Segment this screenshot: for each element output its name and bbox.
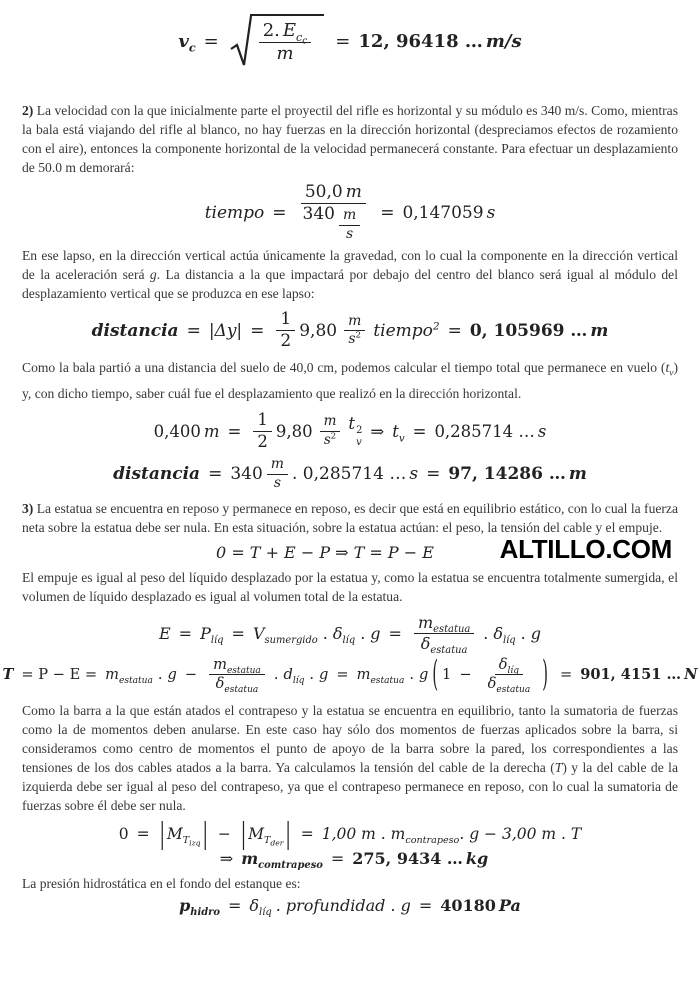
radical-icon — [230, 14, 252, 68]
equals-sign: = — [447, 320, 462, 341]
multiplication-dot: . — [520, 624, 526, 644]
equation-tv: 0,400 m = $\frac{1}{2}$ 9,80 $\frac{m}{s^2}$ t 2 v ⇒ $t_v$ = 0,285714 … s — [153, 410, 547, 451]
math-var-mestatua: $m_{estatua}$ — [356, 666, 405, 687]
math-var-dliq: $d_{líq}$ — [283, 666, 305, 687]
implies-arrow: ⇒ — [370, 421, 385, 441]
paragraph-barra: Como la barra a la que están atados el contrapeso y la estatua se encuentra en equilibrio, tanto la sumatoria de fuerzas como la de momentos deben anularse. En este caso hay sólo dos momentos de fuerzas aplicados sobre la barra, si consideramos como centro de momentos el punto de apoyo de la barra sobre la pared, los correspondientes a las tensiones de los dos cables atados a la barra. Ya calculamos la tensión del cable de la derecha (T) y la del cable de la izquierda debe ser igual al peso del contrapeso, ya que el contrapeso permanece en reposo, con lo cual la sumatoria de fuerzas sobre él debe ser nula. — [22, 702, 678, 813]
problem-number: 3) — [22, 501, 34, 517]
math-var-phidro: $p_{hidro}$ — [179, 896, 220, 919]
abs-bar: | — [202, 817, 208, 851]
equals-sign: = — [335, 30, 351, 52]
equation-distancia-2: distancia = 340 $\frac{m}{s}$ . 0,285714 … s = 97, 14286 … m — [113, 455, 587, 491]
unit-fraction: $\frac{m}{s^2}$ — [320, 414, 341, 447]
equals-sign: = — [231, 624, 245, 644]
abs-bar: | — [285, 817, 291, 851]
equation-tiempo — [22, 183, 678, 242]
equals-sign: = — [380, 202, 395, 223]
math-fraction-half: $\frac{1}{2}$ — [276, 310, 295, 351]
multiplication-dot: . — [273, 666, 279, 684]
math-var-deltaliq: $\delta_{líq}$ — [493, 624, 516, 647]
equals-sign: = — [228, 896, 242, 916]
altillo-watermark: ALTILLO.COM — [499, 534, 672, 565]
multiplication-dot: . — [157, 666, 163, 684]
implies-arrow: ⇒ — [219, 849, 234, 869]
close-paren: ) — [542, 654, 548, 696]
equals-sign: = — [418, 896, 433, 916]
math-var-g: g — [370, 624, 381, 644]
math-coef: 340 — [230, 464, 263, 485]
abs-bar: | — [159, 817, 165, 851]
equals-sign: = — [178, 624, 193, 644]
equals-sign: = — [136, 824, 150, 843]
math-var: distancia — [91, 320, 179, 341]
equation-mcontrapeso — [22, 849, 678, 872]
math-expression: . profundidad . g — [275, 896, 411, 916]
equation-momentos: 0 = | $M_{T_{izq}}$ | − | $M_{T_{der}}$ | = 1,00 m . $m_{contrapeso}$. g − 3,00 m . T — [118, 817, 582, 851]
equation-empuje — [22, 613, 678, 657]
math-var-T: T — [554, 759, 563, 775]
math-fraction: $\frac{m_{estatua}}{\delta_{estatua}}$ — [414, 614, 474, 653]
fraction-denominator: m — [276, 43, 294, 65]
math-fraction: $\frac{\delta_{líq}}{\delta_{estatua}}$ — [487, 656, 531, 696]
paragraph-problem2 — [22, 101, 678, 177]
minus-sign: − — [459, 666, 472, 684]
math-var-g: g — [149, 267, 157, 283]
math-var-Vsum: $V_{sumergido}$ — [252, 624, 318, 647]
equals-sign: = — [227, 421, 242, 441]
math-var-Pliq: $P_{líq}$ — [200, 624, 224, 647]
equation-row-estatica — [22, 534, 678, 565]
math-var-deltaliq: $\delta_{líq}$ — [249, 896, 272, 919]
equals-sign: = — [559, 666, 573, 684]
equals-sign: = — [330, 849, 345, 869]
paragraph-text: La estatua se encuentra en reposo y permanece en reposo, es decir que está en equilibrio estático, con lo cual la fuerza neta sobre la estatua debe ser nula. En esta situación, sobre la estatua actúan: el peso, la tensión del cable y el empuje. — [22, 501, 678, 536]
unit-fraction: $\frac{m}{s^2}$ — [344, 314, 365, 348]
math-var-g: g — [167, 666, 177, 684]
unit-fraction: $\frac{m}{s}$ — [267, 457, 288, 491]
paragraph-text: La velocidad con la que inicialmente parte el proyectil del rifle es horizontal y su módulo es 340 m/s. Como, mientras la bala está viajando del rifle al blanco, no hay fuerzas en la dirección horizontal (despreciamos efectos de rozamiento con el aire), entonces la componente horizontal de la velocidad permanecerá constante. Para efectuar un desplazamiento de 50.0 m demorará: — [22, 103, 678, 175]
fraction-numerator: 2. $E_{c_c}$ — [259, 21, 312, 43]
math-var: tiempo — [204, 202, 265, 223]
equals-sign: = — [412, 421, 427, 441]
equals-sign: = — [272, 202, 287, 223]
paragraph-problem3 — [22, 499, 678, 537]
math-result: 275, 9434 … kg — [352, 849, 489, 869]
math-fraction: $\frac{m_{estatua}}{\delta_{estatua}}$ — [209, 657, 265, 693]
math-var-t: t — [665, 360, 670, 376]
math-result: 0,147059 s — [402, 202, 496, 223]
equation-tension: T = P − E = $m_{estatua}$ . g − $\frac{m_{estatua}}{\delta_{estatua}}$ . $d_{líq}$ . g = $m_{estatua}$ . g ( 1 − $\frac{\delta_{líq}}{\delta_{estatua}}$ ) = 901, 4151 … N — [2, 654, 698, 696]
math-var-mcontrapeso: $m_{comtrapeso}$ — [241, 849, 323, 872]
math-var-T: T — [2, 666, 14, 684]
math-sub: c — [188, 41, 196, 55]
math-expression: 0 = T + E − P ⇒ T = P − E — [216, 543, 434, 563]
math-var-mestatua: $m_{estatua}$ — [105, 666, 153, 687]
math-expression: = P − E = — [21, 666, 98, 684]
minus-sign: − — [217, 824, 231, 843]
math-expression: 1,00 m . $m_{contrapeso}$. g − 3,00 m . T — [321, 824, 582, 846]
math-result: 0,285714 … s — [434, 421, 547, 441]
radicand — [250, 14, 325, 66]
math-result: 40180 Pa — [440, 896, 521, 916]
equals-sign: = — [388, 624, 402, 644]
math-var-Mizq: $M_{T_{izq}}$ — [166, 824, 201, 848]
paragraph-empuje: El empuje es igual al peso del líquido desplazado por la estatua y, como la estatua se encuentra totalmente sumergida, el volumen de líquido desplazado es igual al volumen total de la estatua. — [22, 570, 678, 605]
equals-sign: = — [186, 320, 201, 341]
math-fraction — [299, 183, 369, 242]
multiplication-dot: . — [360, 624, 366, 644]
equation-distancia-1 — [22, 310, 678, 351]
equals-sign: = — [426, 464, 441, 485]
paragraph-presion: La presión hidrostática en el fondo del estanque es: — [22, 876, 301, 892]
problem-number: 2) — [22, 103, 34, 118]
equals-sign: = — [203, 30, 219, 52]
square-root — [230, 14, 325, 68]
equation-presion — [22, 896, 678, 919]
open-paren: ( — [432, 654, 439, 696]
minus-sign: − — [184, 666, 198, 684]
math-var-deltaliq: $\delta_{líq}$ — [332, 624, 356, 647]
multiplication-dot: . — [483, 624, 489, 644]
fraction-denominator: 340 $\frac{m}{s}$ — [299, 204, 369, 242]
multiplication-dot: . — [409, 666, 414, 684]
math-var-g: g — [530, 624, 541, 644]
math-abs-dy: |Δy| — [208, 320, 243, 341]
multiplication-dot: . — [322, 624, 328, 644]
paragraph-lapso: En ese lapso, en la dirección vertical actúa únicamente la gravedad, con lo cual la componente en la dirección vertical de la aceleración será g. La distancia a la que impactará por debajo del centro del blanco será igual al módulo del desplazamiento vertical que se produzca en ese lapso: — [22, 248, 678, 302]
math-fraction — [259, 21, 312, 64]
math-var-g: g — [319, 666, 329, 684]
math-var-E: E — [158, 624, 171, 644]
equals-sign: = — [208, 464, 223, 485]
unit-fraction: $\frac{m}{s}$ — [339, 208, 360, 242]
abs-bar: | — [240, 817, 247, 851]
math-var-vc — [178, 30, 196, 55]
math-result: 12, 96418 … m/s — [358, 30, 522, 52]
math-result: 97, 14286 … m — [448, 464, 587, 485]
math-fraction-half: $\frac{1}{2}$ — [253, 411, 272, 451]
multiplication-dot: . — [309, 666, 315, 684]
math-var: distancia — [113, 464, 201, 485]
math-var-Mder: $M_{T_{der}}$ — [248, 824, 284, 848]
equals-sign: = — [250, 320, 265, 341]
equals-sign: = — [300, 824, 314, 843]
math-coef: 9,80 — [299, 320, 338, 341]
math-var-tiempo: tiempo$^2$ — [373, 320, 440, 341]
math-result: 0, 105969 … m — [469, 320, 609, 341]
math-result: 901, 4151 … N — [580, 666, 698, 684]
math-var-tv: $t_v$ — [392, 421, 405, 444]
math-var-tv2: t 2 v — [348, 413, 363, 448]
math-var: v — [178, 30, 189, 52]
equation-vc — [22, 14, 678, 68]
fraction-numerator: 50,0 m — [301, 183, 366, 204]
math-var-g: g — [418, 666, 429, 684]
math-coef: 9,80 — [275, 421, 313, 441]
equals-sign: = — [336, 666, 349, 684]
paragraph-bala: Como la bala partió a una distancia del suelo de 40,0 cm, podemos calcular el tiempo total que permanece en vuelo $(t_v)$ y, con dicho tiempo, saber cuál fue el desplazamiento que realizó en la dirección horizontal. — [22, 360, 678, 402]
